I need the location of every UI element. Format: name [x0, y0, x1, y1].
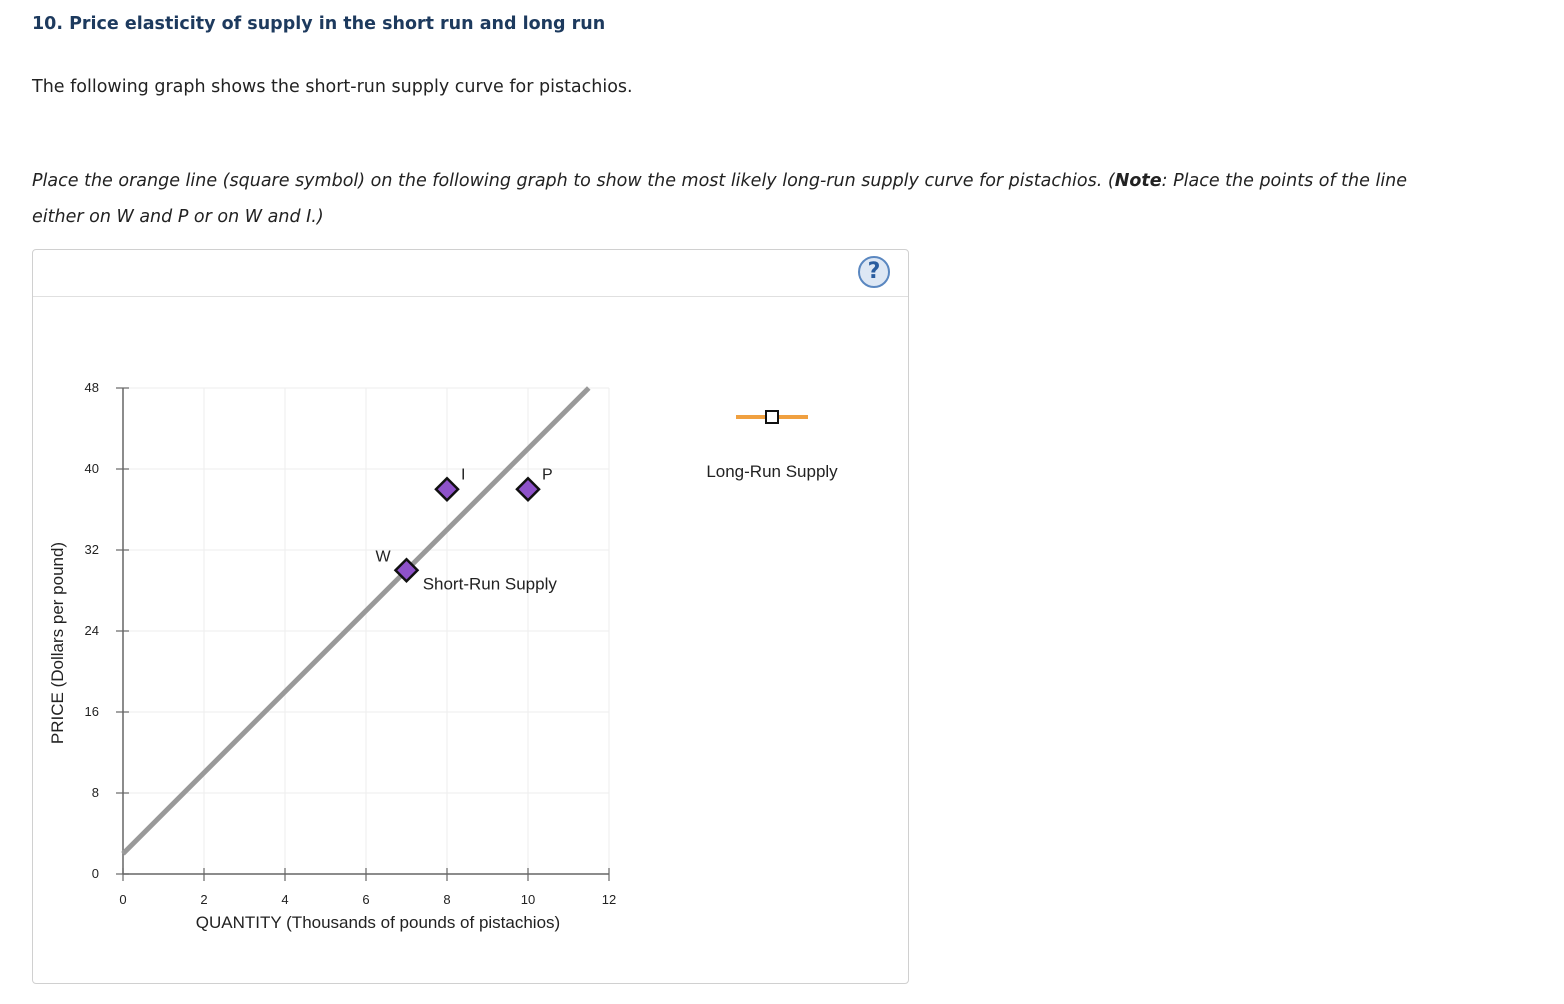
instruction-text-part1: Place the orange line (square symbol) on the following graph to show the most likely long-run supply curve for pistachios. (	[32, 171, 1115, 191]
supply-chart[interactable]	[33, 250, 908, 983]
y-tick-label: 8	[91, 785, 99, 800]
y-tick-label: 24	[84, 623, 99, 638]
point-i-label: I	[461, 466, 466, 484]
long-run-supply-square-icon[interactable]	[766, 411, 778, 423]
x-tick-label: 0	[119, 892, 127, 907]
graph-panel	[32, 249, 909, 984]
x-tick-label: 2	[200, 892, 208, 907]
y-tick-label: 16	[84, 704, 99, 719]
y-tick-label: 48	[84, 380, 99, 395]
y-tick-label: 32	[84, 542, 99, 557]
point-p-marker[interactable]	[517, 478, 539, 500]
x-tick-label: 6	[362, 892, 370, 907]
x-tick-label: 4	[281, 892, 289, 907]
x-tick-label: 12	[601, 892, 617, 907]
point-i-marker[interactable]	[436, 478, 458, 500]
help-button[interactable]: ?	[858, 256, 890, 288]
point-w-label: W	[375, 548, 391, 566]
y-tick-label: 40	[84, 461, 99, 476]
y-axis-title: PRICE (Dollars per pound)	[48, 541, 67, 745]
instruction-text	[32, 163, 1422, 235]
y-tick-label: 0	[91, 866, 99, 881]
instruction-text-part2: : Place the points of the line either on W and P or on W and I.)	[32, 171, 1408, 227]
note-label: Note	[1114, 171, 1162, 191]
intro-text: The following graph shows the short-run supply curve for pistachios.	[32, 77, 633, 97]
point-p-label: P	[542, 466, 553, 484]
question-title: 10. Price elasticity of supply in the short run and long run	[32, 14, 606, 34]
x-axis-title: QUANTITY (Thousands of pounds of pistachios)	[195, 913, 561, 932]
x-tick-label: 10	[520, 892, 536, 907]
short-run-supply-line	[123, 388, 589, 854]
long-run-supply-legend-label: Long-Run Supply	[706, 462, 838, 481]
short-run-supply-label: Short-Run Supply	[422, 574, 557, 594]
x-tick-label: 8	[443, 892, 451, 907]
